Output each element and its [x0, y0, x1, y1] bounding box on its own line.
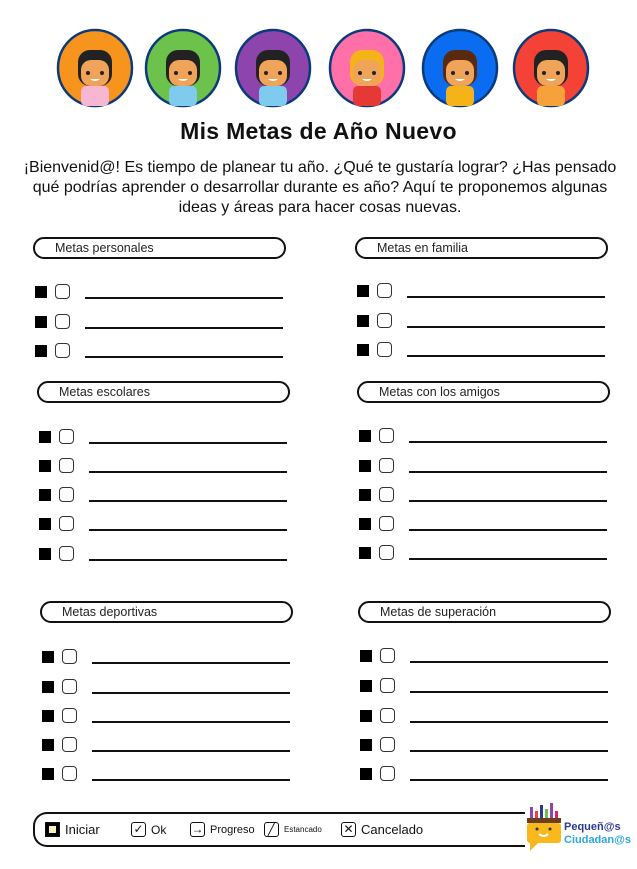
status-marker[interactable] [42, 768, 54, 780]
goal-row [360, 678, 610, 694]
legend-stuck: Estancado [284, 825, 322, 834]
goal-write-line[interactable] [89, 500, 287, 502]
goal-checkbox[interactable] [59, 487, 74, 502]
goal-row [357, 313, 607, 329]
goal-write-line[interactable] [410, 661, 608, 663]
logo-line2: Ciudadan@s [564, 834, 631, 846]
goal-checkbox[interactable] [62, 679, 77, 694]
goal-row [35, 284, 285, 300]
section-header: Metas escolares [37, 381, 290, 403]
section-header: Metas en familia [355, 237, 608, 259]
goal-checkbox[interactable] [380, 648, 395, 663]
goal-write-line[interactable] [409, 441, 607, 443]
goal-write-line[interactable] [407, 355, 605, 357]
intro-text: ¡Bienvenid@! Es tiempo de planear tu año. ¿Qué te gustaría lograr? ¿Has pensado qué podrías aprender o desarrollar durante es año? Aquí te proponemos algunas ideas y áreas para hacer cosas nuevas. [23, 159, 617, 216]
status-marker[interactable] [39, 460, 51, 472]
legend-cancelled: Cancelado [361, 822, 424, 837]
legend-progress: Progreso [210, 823, 255, 836]
goal-write-line[interactable] [92, 662, 290, 664]
status-marker[interactable] [359, 547, 371, 559]
avatar-boy-soccer [144, 28, 222, 108]
goal-write-line[interactable] [92, 750, 290, 752]
goal-section [37, 381, 290, 403]
goal-checkbox[interactable] [379, 428, 394, 443]
goal-write-line[interactable] [409, 558, 607, 560]
goal-checkbox[interactable] [379, 545, 394, 560]
logo-line1: Pequeñ@s [564, 821, 621, 833]
section-header: Metas deportivas [40, 601, 293, 623]
goal-checkbox[interactable] [59, 429, 74, 444]
goal-row [360, 737, 610, 753]
avatar-row [0, 28, 637, 108]
goal-row [35, 343, 285, 359]
status-marker[interactable] [357, 285, 369, 297]
goal-checkbox[interactable] [59, 458, 74, 473]
goal-checkbox[interactable] [379, 516, 394, 531]
status-legend [33, 812, 525, 847]
goal-write-line[interactable] [409, 529, 607, 531]
goal-checkbox[interactable] [380, 708, 395, 723]
status-marker[interactable] [35, 316, 47, 328]
slash-icon: ╱ [264, 822, 279, 837]
goal-row [39, 516, 289, 532]
status-marker[interactable] [357, 315, 369, 327]
status-marker[interactable] [42, 681, 54, 693]
status-marker[interactable] [360, 650, 372, 662]
goal-row [39, 429, 289, 445]
status-marker[interactable] [39, 518, 51, 530]
goal-row [360, 766, 610, 782]
goal-checkbox[interactable] [62, 737, 77, 752]
legend-start: Iniciar [65, 822, 100, 837]
goal-row [360, 708, 610, 724]
goal-section [357, 381, 610, 403]
goal-write-line[interactable] [410, 750, 608, 752]
goal-section [40, 601, 293, 623]
goal-write-line[interactable] [407, 296, 605, 298]
goal-write-line[interactable] [407, 326, 605, 328]
goal-row [42, 708, 292, 724]
goal-write-line[interactable] [409, 500, 607, 502]
goal-row [42, 737, 292, 753]
goal-write-line[interactable] [409, 471, 607, 473]
check-icon: ✓ [131, 822, 146, 837]
goal-row [39, 458, 289, 474]
goal-row [359, 487, 609, 503]
avatar-boy-helmet [328, 28, 406, 108]
goal-row [357, 342, 607, 358]
goal-write-line[interactable] [92, 692, 290, 694]
goal-row [39, 546, 289, 562]
status-marker[interactable] [42, 710, 54, 722]
goal-row [42, 649, 292, 665]
avatar-boy-stripes [512, 28, 590, 108]
goal-checkbox[interactable] [377, 283, 392, 298]
legend-ok: Ok [151, 822, 167, 837]
status-marker[interactable] [39, 489, 51, 501]
goal-write-line[interactable] [85, 297, 283, 299]
goal-checkbox[interactable] [62, 708, 77, 723]
goal-checkbox[interactable] [62, 649, 77, 664]
goal-write-line[interactable] [92, 779, 290, 781]
goal-checkbox[interactable] [380, 737, 395, 752]
status-marker[interactable] [359, 460, 371, 472]
goal-write-line[interactable] [85, 327, 283, 329]
goal-checkbox[interactable] [377, 342, 392, 357]
avatar-girl-ponytail [56, 28, 134, 108]
goal-row [359, 545, 609, 561]
goal-write-line[interactable] [410, 779, 608, 781]
goal-row [35, 314, 285, 330]
goal-write-line[interactable] [89, 442, 287, 444]
goal-checkbox[interactable] [55, 284, 70, 299]
status-marker[interactable] [39, 431, 51, 443]
status-marker[interactable] [359, 518, 371, 530]
start-icon [45, 822, 60, 837]
status-marker[interactable] [357, 344, 369, 356]
goal-checkbox[interactable] [379, 487, 394, 502]
status-marker[interactable] [360, 739, 372, 751]
status-marker[interactable] [359, 489, 371, 501]
goal-checkbox[interactable] [377, 313, 392, 328]
goal-write-line[interactable] [410, 721, 608, 723]
goal-checkbox[interactable] [380, 766, 395, 781]
crayon-box-icon [526, 803, 562, 851]
goal-checkbox[interactable] [379, 458, 394, 473]
goal-section [33, 237, 286, 259]
goal-write-line[interactable] [89, 559, 287, 561]
goal-write-line[interactable] [89, 471, 287, 473]
goal-row [39, 487, 289, 503]
status-marker[interactable] [359, 430, 371, 442]
status-marker[interactable] [35, 345, 47, 357]
goal-row [42, 679, 292, 695]
goal-write-line[interactable] [85, 356, 283, 358]
goal-write-line[interactable] [410, 691, 608, 693]
section-header: Metas con los amigos [357, 381, 610, 403]
goal-row [360, 648, 610, 664]
goal-row [359, 458, 609, 474]
status-marker[interactable] [42, 739, 54, 751]
goal-checkbox[interactable] [55, 343, 70, 358]
goal-row [359, 516, 609, 532]
arrow-right-icon: → [191, 822, 204, 836]
status-marker[interactable] [360, 768, 372, 780]
section-header: Metas personales [33, 237, 286, 259]
x-icon: ✕ [341, 822, 356, 837]
goal-checkbox[interactable] [59, 546, 74, 561]
avatar-girl-bow [421, 28, 499, 108]
logo [526, 803, 636, 853]
goal-section [355, 237, 608, 259]
status-marker[interactable] [360, 680, 372, 692]
section-header: Metas de superación [358, 601, 611, 623]
goal-write-line[interactable] [89, 529, 287, 531]
goal-row [359, 428, 609, 444]
status-marker[interactable] [39, 548, 51, 560]
goal-checkbox[interactable] [55, 314, 70, 329]
goal-row [42, 766, 292, 782]
goal-write-line[interactable] [92, 721, 290, 723]
goal-checkbox[interactable] [59, 516, 74, 531]
status-marker[interactable] [42, 651, 54, 663]
status-marker[interactable] [35, 286, 47, 298]
page-title: Mis Metas de Año Nuevo [180, 118, 457, 144]
goal-row [357, 283, 607, 299]
goal-checkbox[interactable] [62, 766, 77, 781]
avatar-girl-pigtails [234, 28, 312, 108]
goal-section [358, 601, 611, 623]
status-marker[interactable] [360, 710, 372, 722]
goal-checkbox[interactable] [380, 678, 395, 693]
